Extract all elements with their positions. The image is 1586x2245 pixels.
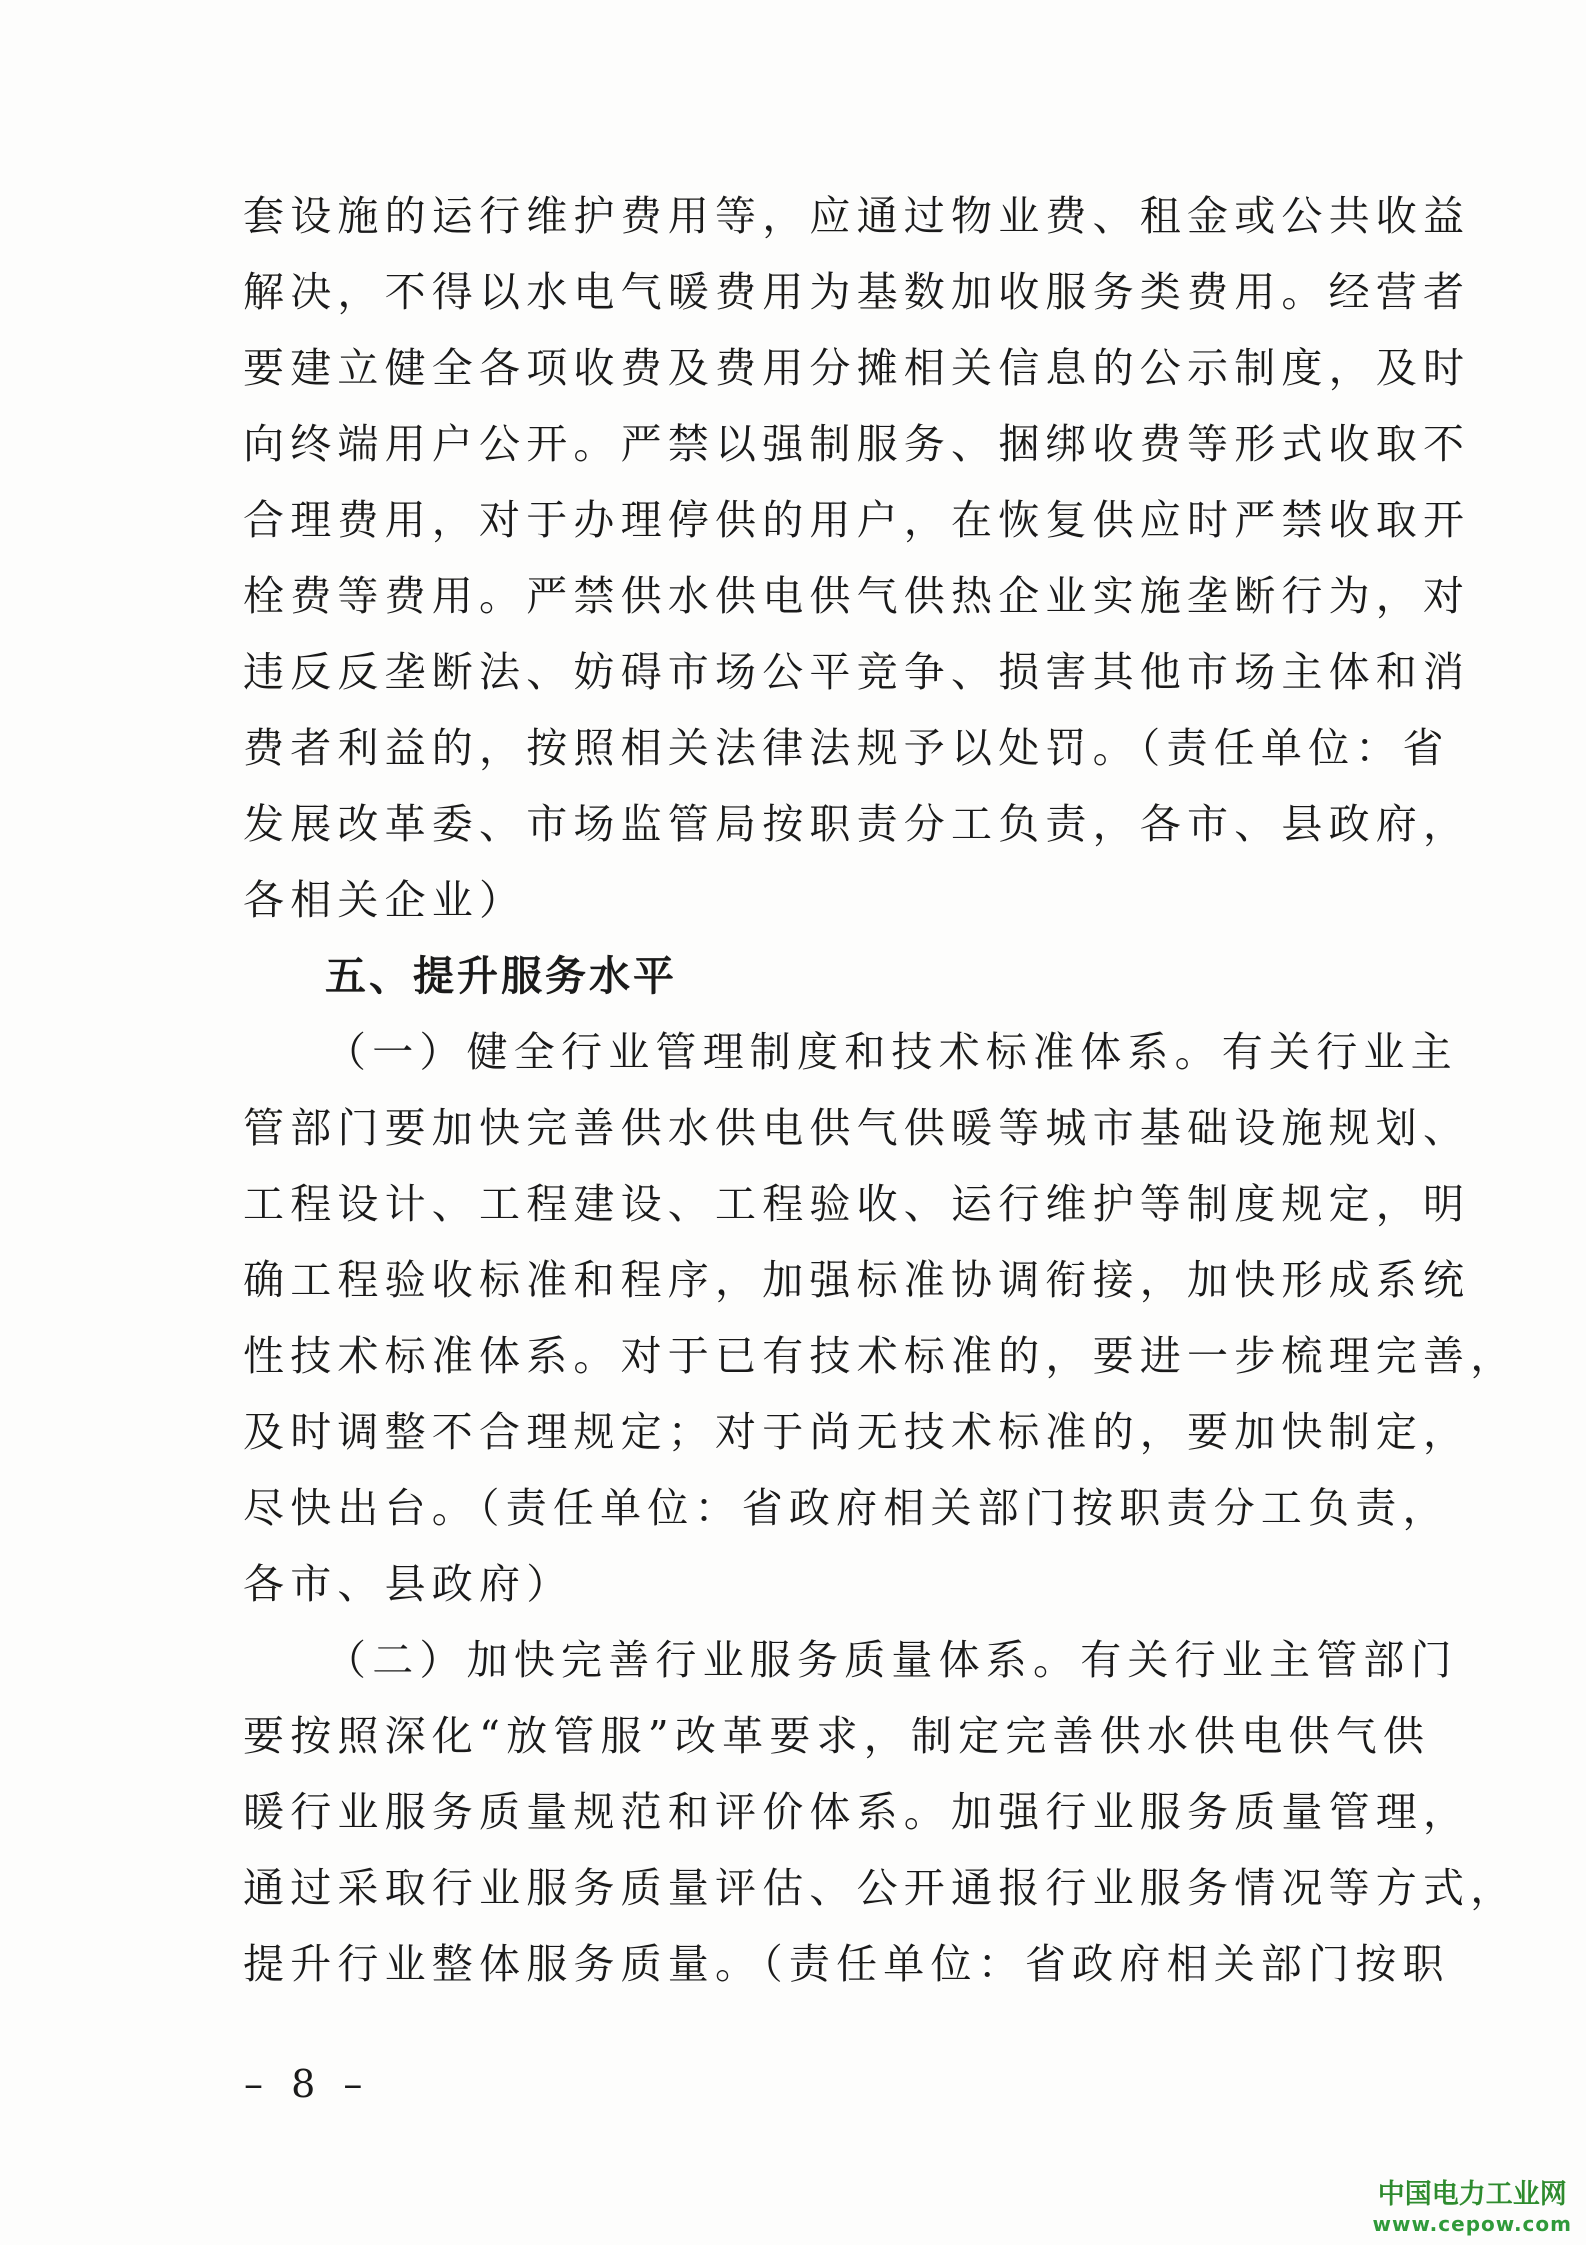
text-line: 违反反垄断法、妨碍市场公平竞争、损害其他市场主体和消 xyxy=(243,648,1471,696)
text-line: 发展改革委、市场监管局按职责分工负责，各市、县政府， xyxy=(243,800,1471,848)
paragraph-first-line: （一）健全行业管理制度和技术标准体系。有关行业主 xyxy=(325,1028,1458,1076)
text-line: 确工程验收标准和程序，加强标准协调衔接，加快形成系统 xyxy=(243,1256,1471,1304)
text-line: 管部门要加快完善供水供电供气供暖等城市基础设施规划、 xyxy=(243,1104,1471,1152)
section-heading: 五、提升服务水平 xyxy=(325,952,677,1000)
text-line: 向终端用户公开。严禁以强制服务、捆绑收费等形式收取不 xyxy=(243,420,1471,468)
text-line: 各相关企业） xyxy=(243,876,527,924)
text-line: 提升行业整体服务质量。（责任单位：省政府相关部门按职 xyxy=(243,1940,1450,1988)
text-line: 要按照深化“放管服”改革要求，制定完善供水供电供气供 xyxy=(243,1712,1431,1760)
text-line: 费者利益的，按照相关法律法规予以处罚。（责任单位：省 xyxy=(243,724,1450,772)
text-line: 套设施的运行维护费用等，应通过物业费、租金或公共收益 xyxy=(243,192,1471,240)
text-line: 工程设计、工程建设、工程验收、运行维护等制度规定，明 xyxy=(243,1180,1471,1228)
page-number: – 8 – xyxy=(244,2062,371,2106)
body-text xyxy=(243,178,1518,2002)
text-line: 解决，不得以水电气暖费用为基数加收服务类费用。经营者 xyxy=(243,268,1471,316)
text-line: 暖行业服务质量规范和评价体系。加强行业服务质量管理， xyxy=(243,1788,1471,1836)
text-line: 栓费等费用。严禁供水供电供气供热企业实施垄断行为，对 xyxy=(243,572,1471,620)
text-line: 尽快出台。（责任单位：省政府相关部门按职责分工负责， xyxy=(243,1484,1450,1532)
paragraph-first-line: （二）加快完善行业服务质量体系。有关行业主管部门 xyxy=(325,1636,1458,1684)
site-watermark xyxy=(1373,2178,1572,2236)
text-line: 各市、县政府） xyxy=(243,1560,574,1608)
text-line: 合理费用，对于办理停供的用户，在恢复供应时严禁收取开 xyxy=(243,496,1471,544)
watermark-title: 中国电力工业网 xyxy=(1377,2179,1567,2210)
text-line: 性技术标准体系。对于已有技术标准的，要进一步梳理完善， xyxy=(243,1332,1518,1380)
text-line: 及时调整不合理规定；对于尚无技术标准的，要加快制定， xyxy=(243,1408,1471,1456)
text-line: 要建立健全各项收费及费用分摊相关信息的公示制度，及时 xyxy=(243,344,1471,392)
watermark-url: www.cepow.com xyxy=(1372,2212,1572,2236)
text-line: 通过采取行业服务质量评估、公开通报行业服务情况等方式， xyxy=(243,1864,1518,1912)
